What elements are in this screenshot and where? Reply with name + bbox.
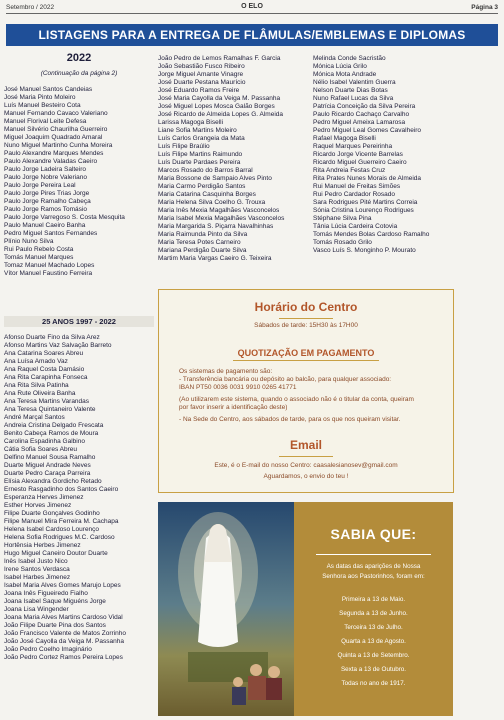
apparition-date: Primeira a 13 de Maio. <box>341 596 406 603</box>
list-item-name: Jorge Miguel Amante Vinagre <box>158 71 244 78</box>
list-item-name: Maria Bossone de Sampaio Alves Pinto <box>158 175 272 182</box>
list-item-name: Sónia Cristina Lourenço Rodrigues <box>313 207 414 214</box>
page-title-banner: LISTAGENS PARA A ENTREGA DE FLÂMULAS/EMBLEMAS E DIPLOMAS <box>6 24 498 46</box>
sabia-rule <box>316 554 431 555</box>
list-item-name: Helena Sofia Rodrigues M.C. Cardoso <box>4 534 115 541</box>
list-item-name: Maria Helena Silva Coelho G. Trouxa <box>158 199 266 206</box>
sabia-que-panel <box>294 502 453 716</box>
list-item-name: Plínio Nuno Silva <box>4 238 54 245</box>
list-item-name: Hugo Miguel Caneiro Doutor Duarte <box>4 550 108 557</box>
list-item-name: Duarte Pedro Caraça Parreira <box>4 470 91 477</box>
list-item-name: Rui Manuel de Freitas Simões <box>313 183 401 190</box>
quotizacao-intro: Os sistemas de pagamento são: <box>179 368 273 375</box>
list-item-name: Mariana Perdigão Duarte Silva <box>158 247 247 254</box>
list-item-name: Filipe Duarte Gonçalves Godinho <box>4 510 100 517</box>
list-item-name: Isabel Maria Alves Gomes Marujo Lopes <box>4 582 121 589</box>
list-item-name: Rafael Magoga Biselli <box>313 135 376 142</box>
list-item-name: Luís Filipe Braúlio <box>158 143 210 150</box>
list-item-name: Joana Maria Alves Martins Cardoso Vidal <box>4 614 123 621</box>
list-item-name: Paulo Ricardo Cachaço Carvalho <box>313 111 410 118</box>
list-2022-column-2 <box>158 55 308 263</box>
newspaper-name: O ELO <box>241 3 263 10</box>
list-item-name: Ana Teresa Quintaneiro Valente <box>4 406 96 413</box>
list-item-name: Luís Carlos Grangeia da Mata <box>158 135 245 142</box>
list-item-name: Tânia Lúcia Cardeira Cotovia <box>313 223 398 230</box>
list-item-name: Irene Santos Verdasca <box>4 566 70 573</box>
list-item-name: Afonso Duarte Fino da Silva Arez <box>4 334 100 341</box>
list-item-name: Rita Prates Nunes Morais de Almeida <box>313 175 422 182</box>
list-item-name: Maria Isabel Mexia Magalhães Vasconcelos <box>158 215 285 222</box>
apparition-date: Todas no ano de 1917. <box>341 680 406 687</box>
list-item-name: Pedro Miguel Santos Fernandes <box>4 230 98 237</box>
list-item-name: Paulo Jorge Pereira Leal <box>4 182 76 189</box>
list-item-name: Maria Carmo Perdigão Santos <box>158 183 246 190</box>
list-item-name: Maria Margarida S. Piçarra Navalhinhas <box>158 223 274 230</box>
list-item-name: Paulo Jorge Pires Trias Jorge <box>4 190 90 197</box>
list-item-name: José Eduardo Ramos Freire <box>158 87 240 94</box>
list-item-name: Pedro Miguel Ameixa Lamarosa <box>313 119 406 126</box>
list-item-name: Ana Rute Oliveira Banha <box>4 390 76 397</box>
list-item-name: Joana Inês Figueiredo Fialho <box>4 590 88 597</box>
list-item-name: Ana Rita Carapinha Fonseca <box>4 374 88 381</box>
list-item-name: Helena Isabel Cardoso Lourenço <box>4 526 100 533</box>
list-2022-column-3 <box>313 55 463 255</box>
list-item-name: Afonso Martins Vaz Salvação Barreto <box>4 342 112 349</box>
list-item-name: Carolina Espadinha Galbino <box>4 438 85 445</box>
list-item-name: Elísia Alexandra Gordicho Retado <box>4 478 102 485</box>
list-item-name: Manuel Silvério Chaurilha Guerreiro <box>4 126 108 133</box>
list-item-name: Paulo Jorge Ramalho Cabeça <box>4 198 91 205</box>
list-item-name: Isabel Harbes Jimenez <box>4 574 71 581</box>
list-item-name: José Manuel Santos Candeias <box>4 86 93 93</box>
list-item-name: Paulo Jorge Ramos Tomásio <box>4 206 87 213</box>
quotizacao-title: QUOTIZAÇÃO EM PAGAMENTO <box>237 348 375 358</box>
list-item-name: Patrícia Conceição da Silva Pereira <box>313 103 416 110</box>
list-item-name: Ana Teresa Martins Varandas <box>4 398 90 405</box>
list-item-name: Tomaz Manuel Machado Lopes <box>4 262 95 269</box>
list-item-name: Stéphane Silva Pina <box>313 215 372 222</box>
list-item-name: João Pedro Cortez Ramos Pereira Lopes <box>4 654 123 661</box>
list-item-name: Hortênsia Herbes Jimenez <box>4 542 81 549</box>
page-number: Página 3 <box>471 4 498 11</box>
list-item-name: Luís Filipe Martins Raimundo <box>158 151 243 158</box>
apparition-illustration <box>158 502 294 716</box>
list-item-name: Vítor Manuel Faustino Ferreira <box>4 270 93 277</box>
issue-date: Setembro / 2022 <box>6 4 55 11</box>
apparition-date: Segunda a 13 de Junho. <box>339 610 408 617</box>
list-item-name: João Filipe Duarte Pina dos Santos <box>4 622 106 629</box>
list-item-name: José Ricardo de Almeida Lopes G. Almeida <box>158 111 284 118</box>
list-item-name: Ernesto Rasgadinho dos Santos Caeiro <box>4 486 119 493</box>
email-title: Email <box>289 438 322 452</box>
list-item-name: Mónica Mota Andrade <box>313 71 377 78</box>
list-item-name: Raquel Marques Pereirinha <box>313 143 393 150</box>
list-item-name: Ana Rita Silva Patinha <box>4 382 69 389</box>
list-item-name: João Pedro de Lemos Ramalhas F. Garcia <box>158 55 281 62</box>
list-item-name: Luís Duarte Pardaes Pereira <box>158 159 241 166</box>
list-item-name: Benito Cabeça Ramos de Moura <box>4 430 99 437</box>
sabia-intro-1: As datas das aparições de Nossa <box>326 563 421 570</box>
list-item-name: Duarte Miguel Andrade Neves <box>4 462 91 469</box>
list-item-name: Andreia Cristina Delgado Frescata <box>4 422 104 429</box>
list-item-name: Maria Inês Mexia Magalhães Vasconcelos <box>158 207 280 214</box>
list-item-name: Manuel Florival Leite Defesa <box>4 118 87 125</box>
info-box <box>158 289 454 493</box>
quotizacao-line-4: por favor inserir a identificação deste) <box>179 404 288 411</box>
list-item-name: Joana Isabel Saque Miguéns Jorge <box>4 598 106 605</box>
our-lady-of-fatima-image <box>158 502 294 716</box>
list-item-name: José Maria Pinto Moleiro <box>4 94 76 101</box>
list-item-name: Rui Pedro Cardador Rosado <box>313 191 396 198</box>
continuation-note: (Continuação da página 2) <box>40 70 118 77</box>
list-item-name: Cátia Sofia Soares Abreu <box>4 446 77 453</box>
list-item-name: Tomás Manuel Marques <box>4 254 74 261</box>
list-item-name: Manuel Fernando Cavaco Valeriano <box>4 110 108 117</box>
list-item-name: Maria Teresa Potes Carneiro <box>158 239 241 246</box>
list-item-name: Ricardo Jorge Vicente Barrelas <box>313 151 403 158</box>
list-item-name: André Marçal Santos <box>4 414 65 421</box>
list-item-name: Ricardo Miguel Guerreiro Caeiro <box>313 159 407 166</box>
list-item-name: João José Cayolla da Veiga M. Passanha <box>4 638 124 645</box>
list-item-name: Rita Andreia Festas Cruz <box>313 167 386 174</box>
list-item-name: José Duarte Pestana Maurício <box>158 79 246 86</box>
list-item-name: Nélio Isabel Valentim Guerra <box>313 79 396 86</box>
list-item-name: Mónica Lúcia Grilo <box>313 63 367 70</box>
quotizacao-line-3: (Ao utilizarem este sistema, quando o associado não é o titular da conta, queiram <box>179 396 414 403</box>
list-item-name: Ana Luísa Amado Vaz <box>4 358 68 365</box>
list-item-name: Inês Isabel Justo Nico <box>4 558 68 565</box>
horario-rule <box>279 318 333 319</box>
list-item-name: Ana Raquel Costa Damásio <box>4 366 85 373</box>
list-item-name: Melinda Conde Sacristão <box>313 55 386 62</box>
quotizacao-rule <box>233 360 379 361</box>
apparition-date: Quinta a 13 de Setembro. <box>337 652 410 659</box>
sabia-title: SABIA QUE: <box>330 526 417 542</box>
horario-title: Horário do Centro <box>254 300 358 314</box>
list-item-name: Pedro Miguel Leal Gomes Cavalheiro <box>313 127 422 134</box>
list-item-name: João Sebastião Fusco Ribeiro <box>158 63 245 70</box>
email-line-1: Este, é o E-mail do nosso Centro: caasalesianosev@gmail.com <box>214 462 398 469</box>
list-item-name: Filipe Manuel Mira Ferreira M. Cachapa <box>4 518 119 525</box>
quotizacao-iban: IBAN PT50 0036 0031 9910 0265 41771 <box>179 384 297 391</box>
list-25-anos <box>4 334 156 662</box>
quotizacao-line-5: - Na Sede do Centro, aos sábados de tarde, para os que nos queiram visitar. <box>179 416 401 423</box>
apparition-date: Quarta a 13 de Agosto. <box>341 638 406 645</box>
list-item-name: Delfino Manuel Sousa Ramalho <box>4 454 96 461</box>
list-item-name: Joana Lisa Wingender <box>4 606 69 613</box>
list-item-name: Maria Catarina Casquinha Borges <box>158 191 256 198</box>
list-item-name: Esther Horves Jimenez <box>4 502 72 509</box>
list-item-name: Paulo Jorge Nobre Valeriano <box>4 174 87 181</box>
list-item-name: Liane Sofia Martins Moleiro <box>158 127 237 134</box>
horario-text: Sábados de tarde: 15H30 às 17H00 <box>254 322 358 329</box>
header-rule <box>6 13 498 14</box>
list-item-name: Maria Raimunda Pinto da Silva <box>158 231 248 238</box>
email-line-2: Aguardamos, o envio do teu ! <box>263 473 349 480</box>
list-item-name: Esperanza Herves Jimenez <box>4 494 84 501</box>
list-item-name: Vasco Luís S. Monginho P. Mourato <box>313 247 416 254</box>
list-item-name: João Francisco Valente de Matos Zorrinho <box>4 630 126 637</box>
list-item-name: Martim Maria Vargas Caeiro G. Teixeira <box>158 255 272 262</box>
list-item-name: Ana Catarina Soares Abreu <box>4 350 84 357</box>
sabia-intro-2: Senhora aos Pastorinhos, foram em: <box>322 573 425 580</box>
list-item-name: Paulo Alexandre Marques Mendes <box>4 150 104 157</box>
list-item-name: Miguel Joaquim Quadrado Amaral <box>4 134 103 141</box>
list-item-name: Rui Paulo Rebelo Costa <box>4 246 74 253</box>
list-2022-column-1 <box>4 86 154 278</box>
list-item-name: Tomás Rosado Grilo <box>313 239 372 246</box>
list-item-name: Luís Manuel Besteiro Cota <box>4 102 81 109</box>
list-item-name: Sara Rodrigues Pité Martins Correia <box>313 199 418 206</box>
list-item-name: Nuno Rafael Lucas da Silva <box>313 95 394 102</box>
list-item-name: Tomás Mendes Bolas Cardoso Ramalho <box>313 231 430 238</box>
list-item-name: João Pedro Coelho Imaginário <box>4 646 92 653</box>
list-item-name: Larissa Magoga Biselli <box>158 119 224 126</box>
apparition-date: Sexta a 13 de Outubro. <box>340 666 407 673</box>
list-item-name: Nuno Miguel Martinho Cunha Moreira <box>4 142 113 149</box>
quotizacao-line-1: - Transferência bancária ou depósito ao balcão, para qualquer associado: <box>179 376 392 383</box>
year-heading: 2022 <box>66 52 92 64</box>
list-item-name: Nelson Duarte Dias Botas <box>313 87 388 94</box>
list-item-name: José Miguel Lopes Mosca Galão Borges <box>158 103 275 110</box>
list-item-name: Paulo Alexandre Valadas Caeiro <box>4 158 98 165</box>
email-rule <box>279 456 333 457</box>
list-item-name: José Maria Cayolla da Veiga M. Passanha <box>158 95 281 102</box>
list-item-name: Paulo Manuel Caeiro Banha <box>4 222 86 229</box>
apparition-date: Terceira 13 de Julho. <box>344 624 403 631</box>
list-item-name: Marcos Rosado do Barros Barral <box>158 167 253 174</box>
list-item-name: Paulo Jorge Varregoso S. Costa Mesquita <box>4 214 125 221</box>
25-anos-heading: 25 ANOS 1997 - 2022 <box>4 316 154 327</box>
list-item-name: Paulo Jorge Ladeira Salteiro <box>4 166 87 173</box>
